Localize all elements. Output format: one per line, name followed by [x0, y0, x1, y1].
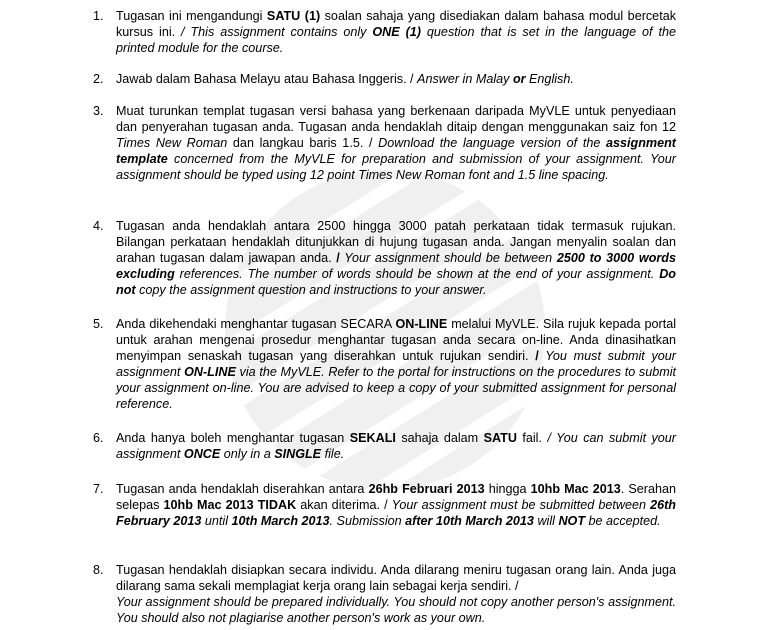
text-segment: 26hb Februari 2013	[368, 482, 485, 496]
text-segment: Your assignment should be between	[339, 251, 557, 265]
text-segment: ONE (1)	[372, 25, 421, 39]
text-segment: Tugasan anda hendaklah diserahkan antara	[116, 482, 369, 496]
text-segment: SATU (1)	[266, 9, 321, 23]
text-segment: Your assignment must be submitted between	[391, 498, 651, 512]
text-segment: 26th February 2013	[116, 498, 676, 528]
item-text	[116, 71, 676, 87]
text-segment: only in a	[220, 447, 275, 461]
text-segment: 10hb Mac 2013	[530, 482, 621, 496]
text-segment: Jawab dalam Bahasa Melayu atau Bahasa Inggeris. /	[116, 72, 418, 86]
text-segment: English.	[525, 72, 574, 86]
text-segment: sahaja dalam	[395, 431, 484, 445]
text-segment: Tugasan anda hendaklah antara 2500 hingga 3000 patah perkataan tidak termasuk rujukan. Bilangan perkataan hendaklah ditunjukkan di hujung tugasan anda. Jangan menyalin soalan dan arahan tugasan dalam jawapan anda.	[116, 219, 676, 265]
text-segment: be accepted.	[585, 514, 661, 528]
text-segment: . Submission	[329, 514, 406, 528]
text-segment: /	[336, 251, 340, 265]
text-segment: question that is set in the language of the printed module for the course.	[116, 25, 676, 55]
text-segment: ON-LINE	[184, 365, 236, 379]
text-segment: Your assignment should be prepared individually. You should not copy another person's assignment. You should also not plagiarise another person's work as your own.	[116, 595, 676, 625]
text-segment: SATU	[483, 431, 517, 445]
text-segment: 10th March 2013	[231, 514, 330, 528]
text-segment: . Serahan selepas	[116, 482, 677, 512]
text-segment: Answer in Malay	[417, 72, 513, 86]
item-number: 5.	[93, 317, 104, 331]
text-segment: You must submit your assignment	[116, 349, 676, 379]
text-segment: ON-LINE	[395, 317, 448, 331]
item-number: 7.	[93, 482, 104, 496]
text-segment: / This assignment contains only	[181, 25, 373, 39]
item-text	[116, 562, 676, 626]
text-segment: fail.	[516, 431, 548, 445]
text-segment: Tugasan ini mengandungi	[116, 9, 267, 23]
text-segment: Muat turunkan templat tugasan versi bahasa yang berkenaan daripada MyVLE untuk penyediaan dan penyerahan tugasan anda. Tugasan anda hendaklah ditaip dengan menggunakan saiz fon 12	[116, 104, 676, 134]
item-number: 2.	[93, 72, 104, 86]
text-segment: Do not	[116, 267, 676, 297]
item-text	[116, 481, 676, 529]
text-segment: or	[512, 72, 526, 86]
text-segment: 10hb Mac 2013 TIDAK	[163, 498, 297, 512]
text-segment: akan diterima. /	[296, 498, 392, 512]
item-text	[116, 218, 676, 298]
text-segment: until	[201, 514, 232, 528]
text-segment: /	[535, 349, 539, 363]
text-segment: Anda hanya boleh menghantar tugasan	[116, 431, 350, 445]
text-segment: will	[533, 514, 559, 528]
item-number: 1.	[93, 9, 104, 23]
text-segment: references. The number of words should be shown at the end of your assignment.	[174, 267, 660, 281]
text-segment: Tugasan hendaklah disiapkan secara individu. Anda dilarang meniru tugasan orang lain. Anda juga dilarang sama sekali memplagiat kerja orang lain sebagai kerja sendiri. /	[116, 563, 676, 593]
text-segment: hingga	[484, 482, 531, 496]
text-segment: / You can submit your assignment	[116, 431, 676, 461]
text-segment: SINGLE	[274, 447, 322, 461]
item-text	[116, 316, 676, 412]
text-segment: copy the assignment question and instructions to your answer.	[135, 283, 487, 297]
item-number: 8.	[93, 563, 104, 577]
text-segment: melalui MyVLE. Sila rujuk kepada portal untuk arahan mengenai prosedur menghantar tugasan anda secara on-line. Anda dinasihatkan menyimpan senaskah tugasan yang diserahkan untuk rujukan sendiri.	[116, 317, 676, 363]
text-segment: soalan sahaja yang disediakan dalam bahasa modul bercetak kursus ini.	[116, 9, 676, 39]
item-number: 3.	[93, 104, 104, 118]
text-segment: via the MyVLE. Refer to the portal for instructions on the procedures to submit your assignment on-line. You are advised to keep a copy of your submitted assignment for personal reference.	[116, 365, 676, 411]
text-segment: assignment template	[116, 136, 676, 166]
text-segment: concerned from the MyVLE for preparation and submission of your assignment. Your assignment should be typed using 12 point Times New Roman font and 1.5 line spacing.	[116, 152, 676, 182]
text-segment: NOT	[558, 514, 586, 528]
item-number: 4.	[93, 219, 104, 233]
text-segment: Anda dikehendaki menghantar tugasan SECARA	[116, 317, 396, 331]
item-text	[116, 430, 676, 462]
item-text	[116, 103, 676, 183]
text-segment: dan langkau baris 1.5. /	[227, 136, 379, 150]
text-segment: Times New Roman	[116, 136, 228, 150]
text-segment: SEKALI	[349, 431, 396, 445]
text-segment: Download the language version of the	[378, 136, 606, 150]
text-segment: 2500 to 3000 words excluding	[116, 251, 676, 281]
item-text	[116, 8, 676, 56]
text-segment: file.	[321, 447, 345, 461]
text-segment: ONCE	[183, 447, 221, 461]
item-number: 6.	[93, 431, 104, 445]
text-segment: after 10th March 2013	[405, 514, 534, 528]
